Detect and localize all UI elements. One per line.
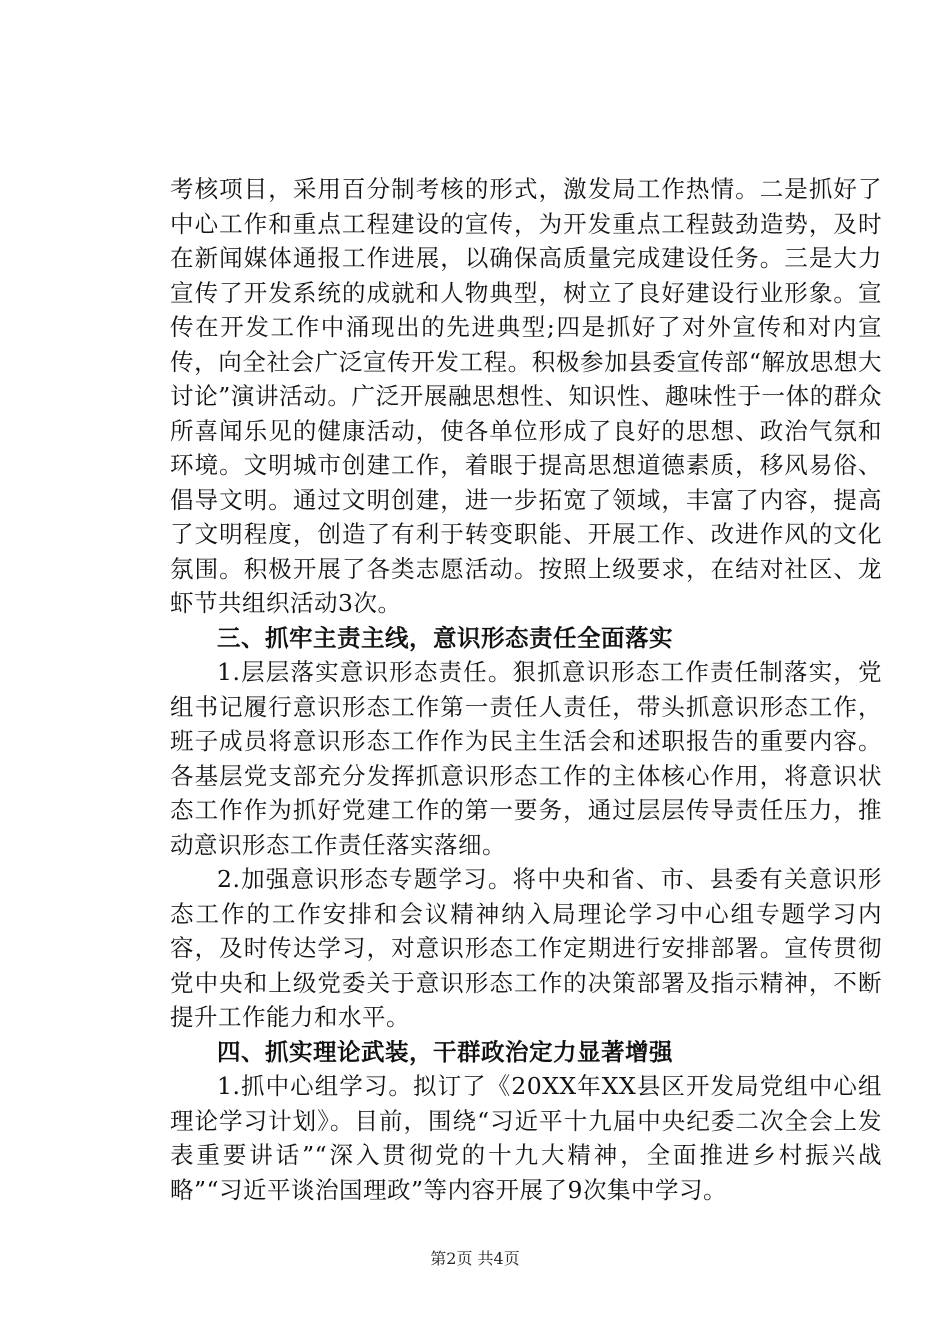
section-heading-three: 三、抓牢主责主线，意识形态责任全面落实 <box>217 623 673 652</box>
document-body <box>170 172 882 1207</box>
paragraph-central-group-study: 1.抓中心组学习。拟订了《20XX年XX县区开发局党组中心组理论学习计划》。目前，围绕“习近平十九届中央纪委二次全会上发表重要讲话”“深入贯彻党的十九大精神，全面推进乡村振兴战略”“习近平谈治国理政”等内容开展了9次集中学习。 <box>170 1072 882 1204</box>
page-footer: 第2页 共4页 <box>430 1249 520 1268</box>
paragraph-publicity-work: 考核项目，采用百分制考核的形式，激发局工作热情。二是抓好了中心工作和重点工程建设的宣传，为开发重点工程鼓劲造势，及时在新闻媒体通报工作进展，以确保高质量完成建设任务。三是大力宣传了开发系统的成就和人物典型，树立了良好建设行业形象。宣传在开发工作中涌现出的先进典型;四是抓好了对外宣传和对内宣传，向全社会广泛宣传开发工程。积极参加县委宣传部“解放思想大讨论”演讲活动。广泛开展融思想性、知识性、趣味性于一体的群众所喜闻乐见的健康活动，使各单位形成了良好的思想、政治气氛和环境。文明城市创建工作，着眼于提高思想道德素质，移风易俗、倡导文明。通过文明创建，进一步拓宽了领域，丰富了内容，提高了文明程度，创造了有利于转变职能、开展工作、改进作风的文化氛围。积极开展了各类志愿活动。按照上级要求，在结对社区、龙虾节共组织活动3次。 <box>170 175 882 617</box>
section-heading-four: 四、抓实理论武装，干群政治定力显著增强 <box>217 1037 673 1066</box>
paragraph-ideology-study: 2.加强意识形态专题学习。将中央和省、市、县委有关意识形态工作的工作安排和会议精神纳入局理论学习中心组专题学习内容，及时传达学习，对意识形态工作定期进行安排部署。宣传贯彻党中央和上级党委关于意识形态工作的决策部署及指示精神，不断提升工作能力和水平。 <box>170 865 882 1031</box>
paragraph-ideology-responsibility: 1.层层落实意识形态责任。狠抓意识形态工作责任制落实，党组书记履行意识形态工作第一责任人责任，带头抓意识形态工作，班子成员将意识形态工作作为民主生活会和述职报告的重要内容。各基层党支部充分发挥抓意识形态工作的主体核心作用，将意识状态工作作为抓好党建工作的第一要务，通过层层传导责任压力，推动意识形态工作责任落实落细。 <box>170 658 882 859</box>
